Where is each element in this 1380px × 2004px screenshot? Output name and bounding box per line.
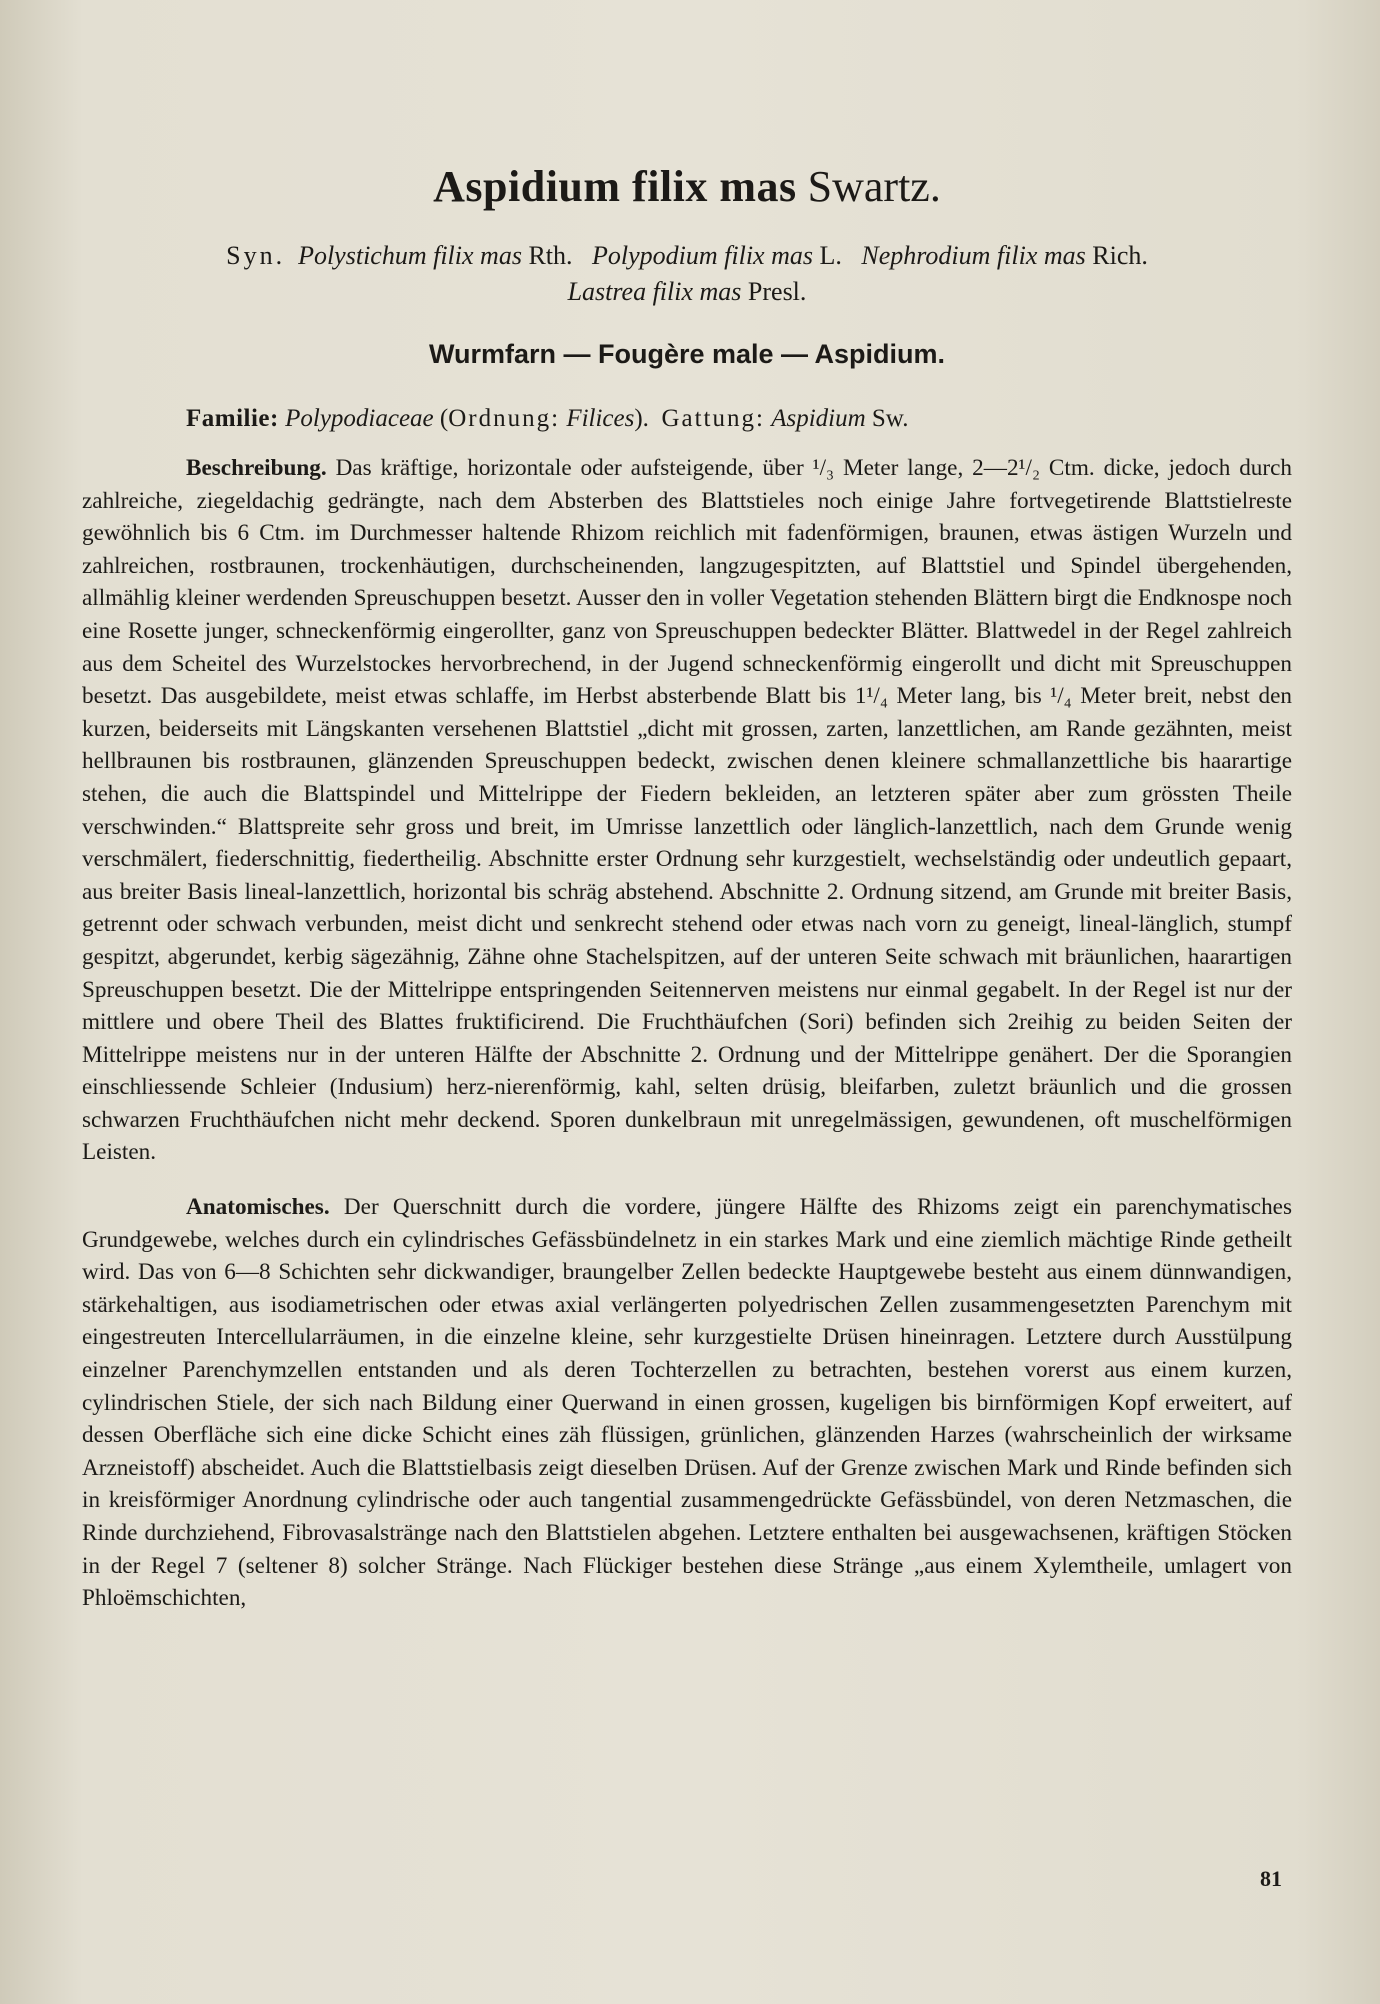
family-name: Polypodiaceae: [285, 405, 434, 432]
anatomy-text: Der Querschnitt durch die vordere, jüngere Hälfte des Rhizoms zeigt ein parenchymatisches Grundgewebe, welches durch ein cylindrisches Gefässbündelnetz in ein starkes Mark und eine ziemlich mächtige Rinde getheilt wird. Das von 6—8 Schichten sehr dickwandiger, braungelber Zellen bedeckte Hauptgewebe besteht aus einem dünnwandigen, stärkehaltigen, aus isodiametrischen oder etwas axial verlängerten polyedrischen Zellen zusammengesetzten Parenchym mit eingestreuten Intercellularräumen, in die einzelne kleine, sehr kurzgestielte Drüsen hineinragen. Letztere durch Ausstülpung einzelner Parenchymzellen entstanden und als deren Tochterzellen zu betrachten, bestehen vorerst aus einem kurzen, cylindrischen Stiele, der sich nach Bildung einer Querwand in einen grossen, kugeligen bis birnförmigen Kopf erweitert, auf dessen Oberfläche sich eine dicke Schicht eines zäh flüssigen, grünlichen, glänzenden Harzes (wahrscheinlich der wirksame Arzneistoff) abscheidet. Auch die Blattstielbasis zeigt dieselben Drüsen. Auf der Grenze zwischen Mark und Rinde befinden sich in kreisförmiger Anordnung cylindrische oder auch tangential zusammengedrückte Gefässbündel, von deren Netzmaschen, die Rinde durchziehend, Fibrovasalstränge nach den Blattstielen abgehen. Letztere enthalten bei ausgewachsenen, kräftigen Stöcken in der Regel 7 (seltener 8) solcher Stränge. Nach Flückiger bestehen diese Stränge „aus einem Xylemtheile, umlagert von Phloëmschichten,: [82, 1194, 1292, 1612]
synonym-2-name: Polypodium filix mas: [592, 241, 813, 270]
description-heading: Beschreibung.: [186, 455, 327, 481]
common-names: Wurmfarn — Fougère male — Aspidium.: [428, 339, 946, 369]
synonym-3-name: Nephrodium filix mas: [861, 241, 1086, 270]
synonyms: [82, 238, 1292, 310]
order-name: Filices: [566, 405, 635, 432]
anatomy-paragraph: [82, 1191, 1292, 1615]
bleed-through-text: [70, 8, 630, 128]
title-species: Aspidium filix mas: [433, 162, 797, 211]
synonym-4-name: Lastrea filix mas: [567, 277, 742, 306]
synonym-4-author: Presl.: [747, 277, 807, 306]
description-text: Das kräftige, horizontale oder aufsteigende, über ¹/₃ Meter lange, 2—2¹/₂ Ctm. dicke, jedoch durch zahlreiche, ziegeldachig gedrängte, nach dem Absterben des Blattstieles noch einige Jahre fortvegetirende Blattstielreste gewöhnlich bis 6 Ctm. im Durchmesser haltende Rhizom reichlich mit fadenförmigen, braunen, etwas ästigen Wurzeln und zahlreichen, rostbraunen, trockenhäutigen, durchscheinenden, langzugespitzten, auf Blattstiel und Spindel übergehenden, allmählig kleiner werdenden Spreuschuppen besetzt. Ausser den in voller Vegetation stehenden Blättern birgt die Endknospe noch eine Rosette junger, schneckenförmig eingerollter, ganz von Spreuschuppen bedeckter Blätter. Blattwedel in der Regel zahlreich aus dem Scheitel des Wurzelstockes hervorbrechend, in der Jugend schneckenförmig eingerollt und dicht mit Spreuschuppen besetzt. Das ausgebildete, meist etwas schlaffe, im Herbst absterbende Blatt bis 1¹/₄ Meter lang, bis ¹/₄ Meter breit, nebst den kurzen, beiderseits mit Längskanten versehenen Blattstiel „dicht mit grossen, zarten, lanzettlichen, am Rande gezähnten, meist hellbraunen bis rostbraunen, glänzenden Spreuschuppen bedeckt, zwischen denen kleinere schmallanzettliche bis haarartige stehen, die auch die Blattspindel und Mittelrippe der Fiedern bekleiden, an letzteren später aber zum grössten Theile verschwinden.“ Blattspreite sehr gross und breit, im Umrisse lanzettlich oder länglich-lanzettlich, nach dem Grunde wenig verschmälert, fiederschnittig, fiedertheilig. Abschnitte erster Ordnung sehr kurzgestielt, wechselständig oder undeutlich gepaart, aus breiter Basis lineal-lanzettlich, horizontal bis schräg abstehend. Abschnitte 2. Ordnung sitzend, am Grunde mit breiter Basis, getrennt oder schwach verbunden, meist dicht und senkrecht stehend oder etwas nach vorn zu geneigt, lineal-länglich, stumpf gespitzt, abgerundet, kerbig sägezähnig, Zähne ohne Stachelspitzen, auf der unteren Seite schwach mit bräunlichen, haarartigen Spreuschuppen besetzt. Die der Mittelrippe entspringenden Seitennerven meistens nur einmal gegabelt. In der Regel ist nur der mittlere und obere Theil des Blattes fruktificirend. Die Fruchthäufchen (Sori) befinden sich 2reihig zu beiden Seiten der Mittelrippe meistens nur in der unteren Hälfte der Abschnitte 2. Ordnung und der Mittelrippe genähert. Der die Sporangien einschliessende Schleier (Indusium) herz-nierenförmig, kahl, selten drüsig, bleifarben, zuletzt bräunlich und die grossen schwarzen Fruchthäufchen nicht mehr deckend. Sporen dunkelbraun mit unregelmässigen, gewundenen, oft muschelförmigen Leisten.: [82, 455, 1292, 1166]
genus-author: Sw.: [871, 405, 909, 432]
page-number: 81: [1260, 1866, 1282, 1891]
description-paragraph: [82, 452, 1292, 1169]
synonym-2-author: L.: [819, 241, 842, 270]
synonyms-label: Syn.: [226, 241, 286, 270]
order-close: ).: [634, 405, 649, 432]
family-line: [186, 402, 1292, 436]
content: [82, 160, 1292, 1615]
synonym-1-name: Polystichum filix mas: [298, 241, 522, 270]
synonym-3-author: Rich.: [1092, 241, 1148, 270]
genus-label: Gattung:: [661, 405, 765, 432]
order-open: (: [439, 405, 449, 432]
family-label: Familie:: [186, 405, 279, 432]
order-label: Ordnung:: [448, 405, 561, 432]
synonym-1-author: Rth.: [528, 241, 573, 270]
anatomy-heading: Anatomisches.: [186, 1194, 330, 1221]
title-author: Swartz.: [807, 162, 941, 211]
genus-name: Aspidium: [771, 405, 866, 432]
page-title: [82, 160, 1292, 214]
